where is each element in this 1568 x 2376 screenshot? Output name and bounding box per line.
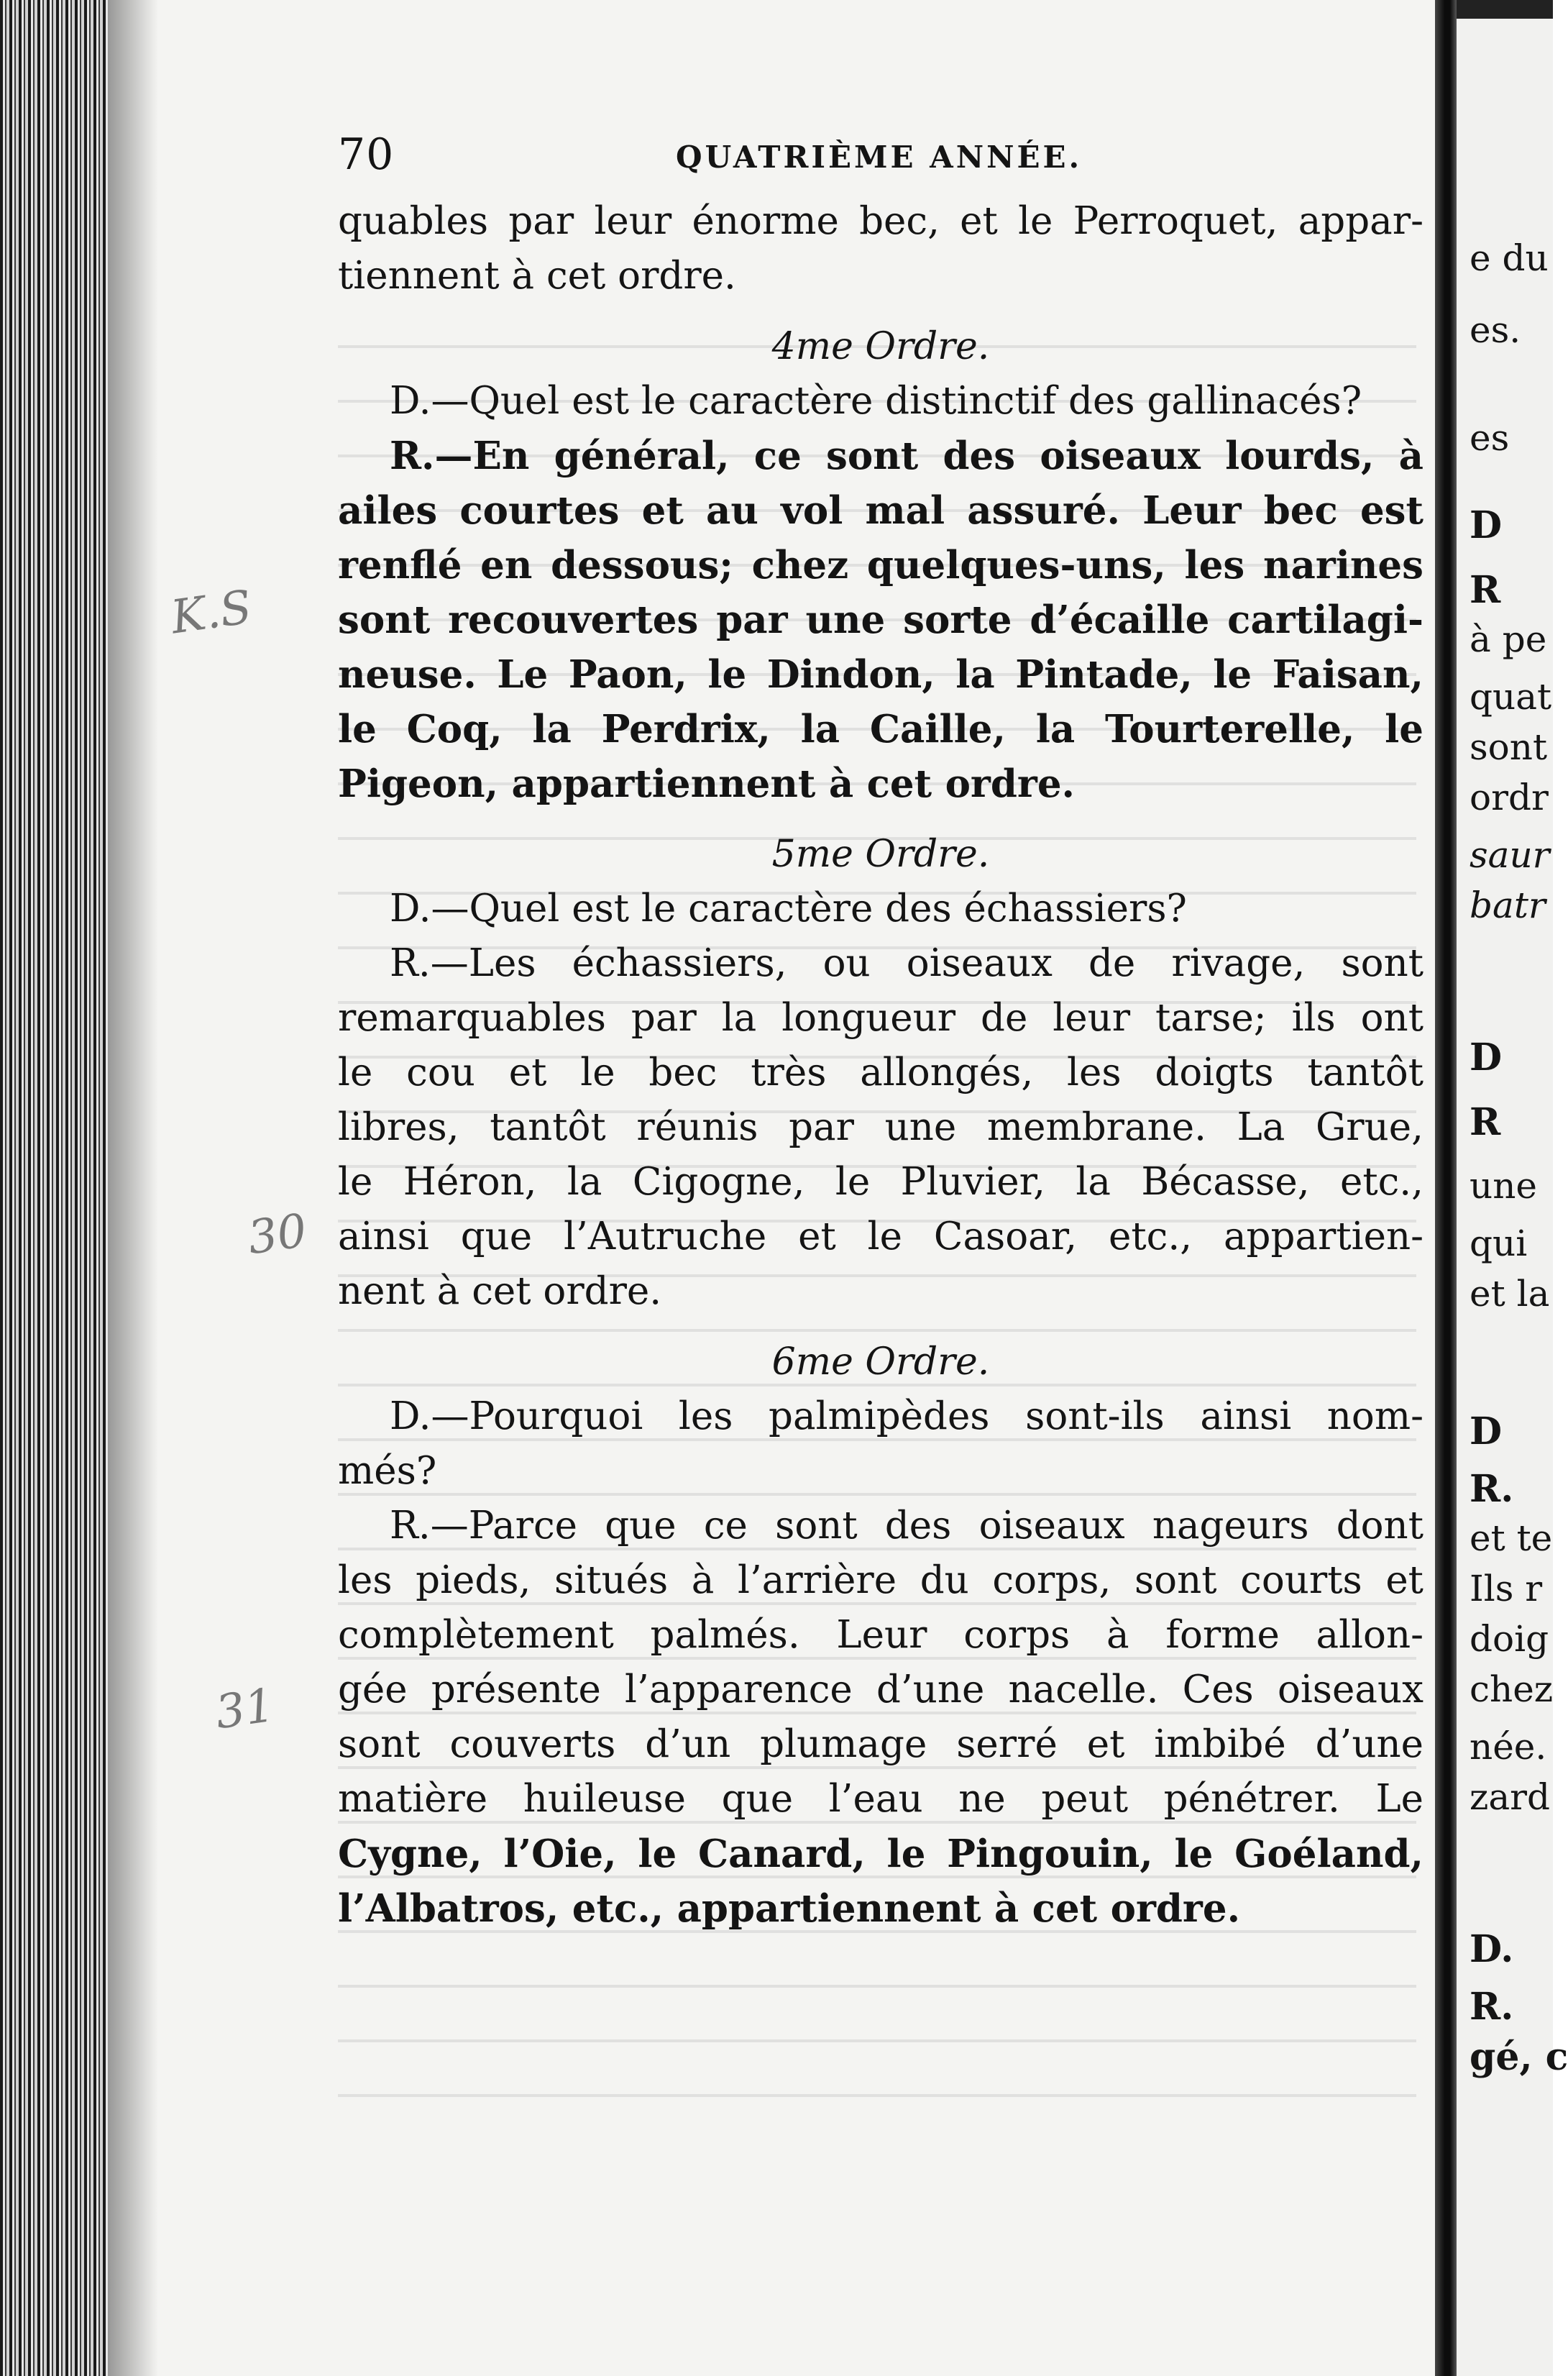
facing-page-fragment: et te [1470, 1517, 1553, 1559]
facing-page-fragment: doig [1470, 1618, 1549, 1660]
facing-page-fragment: R [1470, 568, 1501, 612]
section-heading: 5me Ordre. [771, 833, 990, 876]
spacer [338, 1319, 1423, 1335]
facing-page-fragment: zard [1470, 1776, 1551, 1818]
facing-page-fragment: e du [1470, 237, 1549, 279]
text-line: D.—Pourquoi les palmipèdes sont-ils ainsi nom- [390, 1394, 1423, 1438]
text-line: complètement palmés. Leur corps à forme allon- [338, 1613, 1423, 1657]
facing-page-fragment: qui [1470, 1223, 1528, 1264]
facing-page-fragment: R [1470, 1100, 1501, 1144]
body-text [338, 194, 1423, 1936]
facing-page-fragment: D [1470, 503, 1503, 547]
margin-note: 31 [212, 1678, 278, 1740]
text-line: R.—Parce que ce sont des oiseaux nageurs dont [390, 1504, 1423, 1548]
facing-page-fragment: gé, c [1470, 2035, 1568, 2079]
text-line: Pigeon, appartiennent à cet ordre. [338, 762, 1076, 806]
text-line: le cou et le bec très allongés, les doigts tantôt [338, 1051, 1423, 1095]
facing-page-fragment: Ils r [1470, 1568, 1543, 1609]
facing-page-fragment: D. [1470, 1927, 1514, 1971]
spacer [338, 811, 1423, 827]
facing-page-fragment: ordr [1470, 777, 1549, 818]
facing-page-fragment: née. [1470, 1726, 1547, 1768]
text-line: gée présente l’apparence d’une nacelle. Ces oiseaux [338, 1668, 1423, 1712]
text-line: matière huileuse que l’eau ne peut pénétrer. Le [338, 1777, 1423, 1821]
text-line: ainsi que l’Autruche et le Casoar, etc., appartien- [338, 1215, 1423, 1258]
text-line: le Héron, la Cigogne, le Pluvier, la Bécasse, etc., [338, 1160, 1423, 1204]
book-page-70 [338, 122, 1423, 1936]
text-line: R.—En général, ce sont des oiseaux lourds, à [390, 434, 1423, 478]
page-number: 70 [338, 129, 395, 180]
facing-page-fragment: R. [1470, 1985, 1514, 2029]
text-line: quables par leur énorme bec, et le Perroquet, appar- [338, 199, 1423, 243]
text-line: sont couverts d’un plumage serré et imbibé d’une [338, 1722, 1423, 1766]
facing-page-fragment: une [1470, 1165, 1537, 1207]
text-line: més? [338, 1449, 437, 1493]
facing-page-fragment: à pe [1470, 618, 1547, 660]
running-title: QUATRIÈME ANNÉE. [676, 140, 1083, 175]
facing-page-fragment: saur [1470, 834, 1550, 876]
facing-page-top-edge [1457, 0, 1553, 19]
facing-page-fragment: batr [1470, 885, 1546, 926]
text-line: neuse. Le Paon, le Dindon, la Pintade, le Faisan, [338, 652, 1423, 697]
text-line: remarquables par la longueur de leur tarse; ils ont [338, 996, 1423, 1040]
facing-page-fragment: D [1470, 1409, 1503, 1453]
text-line: sont recouvertes par une sorte d’écaille cartilagi- [338, 598, 1423, 642]
section-heading: 6me Ordre. [771, 1340, 990, 1384]
facing-page-fragment: sont [1470, 726, 1548, 768]
section-heading: 4me Ordre. [771, 325, 990, 368]
text-line: R.—Les échassiers, ou oiseaux de rivage, sont [390, 941, 1423, 985]
text-line: tiennent à cet ordre. [338, 254, 736, 298]
facing-page [1457, 0, 1568, 2376]
facing-page-fragment: chez [1470, 1668, 1554, 1710]
text-line: D.—Quel est le caractère distinctif des gallinacés? [390, 379, 1362, 423]
text-line: les pieds, situés à l’arrière du corps, sont courts et [338, 1558, 1423, 1602]
text-line: le Coq, la Perdrix, la Caille, la Tourterelle, le [338, 707, 1423, 751]
running-head [338, 122, 1423, 194]
facing-page-fragment: es [1470, 417, 1510, 459]
facing-page-fragment: D [1470, 1036, 1503, 1079]
text-line: Cygne, l’Oie, le Canard, le Pingouin, le Goéland, [338, 1832, 1423, 1876]
binding-shadow [108, 0, 158, 2376]
text-line: ailes courtes et au vol mal assuré. Leur bec est [338, 488, 1423, 533]
text-line: renflé en dessous; chez quelques-uns, les narines [338, 543, 1423, 588]
text-line: l’Albatros, etc., appartiennent à cet ordre. [338, 1886, 1241, 1931]
text-line: D.—Quel est le caractère des échassiers? [390, 887, 1187, 931]
facing-page-fragment: et la [1470, 1273, 1550, 1315]
facing-page-fragment: es. [1470, 309, 1521, 351]
facing-page-fragment: R. [1470, 1467, 1514, 1511]
facing-page-fragment: quat [1470, 676, 1552, 718]
margin-note: K.S [168, 580, 255, 645]
book-gutter [1435, 0, 1457, 2376]
text-line: nent à cet ordre. [338, 1269, 662, 1313]
page-edges [0, 0, 108, 2376]
margin-note: 30 [244, 1204, 311, 1266]
text-line: libres, tantôt réunis par une membrane. La Grue, [338, 1105, 1423, 1149]
spacer [338, 303, 1423, 319]
